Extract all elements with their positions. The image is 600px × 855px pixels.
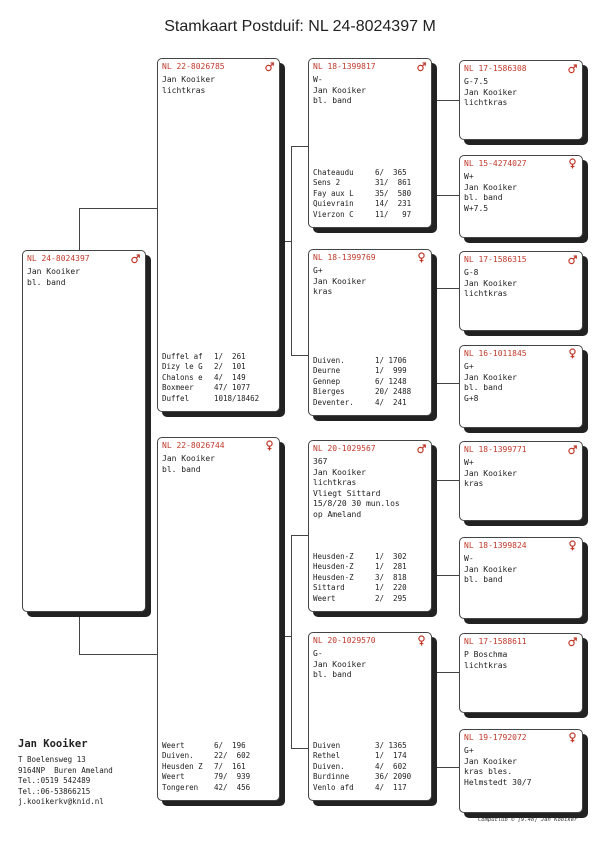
race-result-row bbox=[313, 594, 427, 605]
race-placing: 4/ 117 bbox=[375, 782, 407, 792]
race-placing: 1/ 281 bbox=[375, 562, 407, 571]
connector bbox=[279, 636, 291, 637]
owner-phone: Tel.:0519 542489 bbox=[18, 776, 91, 785]
card-line: bl. band bbox=[313, 96, 352, 105]
card-line: W+7.5 bbox=[464, 203, 489, 213]
race-placing: 1/ 1706 bbox=[375, 355, 407, 365]
race-result-row bbox=[313, 562, 427, 573]
connector bbox=[431, 480, 460, 481]
race-location: Sens 2 bbox=[313, 178, 341, 187]
female-symbol-icon bbox=[568, 348, 577, 359]
pedigree-card-sire[interactable] bbox=[157, 58, 280, 412]
card-line: op Ameland bbox=[313, 509, 362, 519]
pedigree-card-dd-sire[interactable] bbox=[459, 633, 583, 713]
race-placing: 1/ 302 bbox=[375, 551, 407, 561]
race-location: Weert bbox=[162, 740, 185, 750]
race-result-row bbox=[162, 783, 275, 794]
card-line: Jan Kooiker bbox=[313, 659, 366, 669]
race-placing: 6/ 365 bbox=[375, 167, 407, 177]
card-line: Jan Kooiker bbox=[464, 564, 517, 574]
connector bbox=[431, 672, 460, 673]
race-result-row bbox=[162, 772, 275, 783]
ring-number-text: NL 18-1399817 bbox=[313, 62, 376, 71]
male-symbol-icon bbox=[417, 61, 426, 72]
race-result-row bbox=[313, 772, 427, 783]
pedigree-card-ds-sire[interactable] bbox=[459, 441, 583, 521]
race-placing: 6/ 1248 bbox=[375, 376, 407, 386]
race-result-row bbox=[313, 552, 427, 563]
race-placing: 7/ 161 bbox=[214, 761, 246, 771]
race-location: Fay aux L bbox=[313, 188, 354, 198]
race-placing: 47/ 1077 bbox=[214, 383, 251, 392]
ring-number-text: NL 20-1029570 bbox=[313, 636, 376, 645]
ring-number bbox=[464, 349, 577, 359]
card-line: W- bbox=[313, 75, 323, 84]
race-result-row bbox=[313, 398, 427, 409]
card-line: lichtkras bbox=[464, 98, 508, 107]
race-location: Venlo afd bbox=[313, 782, 354, 792]
card-line: bl. band bbox=[162, 464, 201, 474]
race-result-row bbox=[313, 199, 427, 210]
ring-number-text: NL 22-8026744 bbox=[162, 441, 225, 450]
race-result-row bbox=[313, 178, 427, 189]
ring-number bbox=[162, 62, 274, 72]
card-line: 15/8/20 30 mun.los bbox=[313, 499, 400, 508]
male-symbol-icon bbox=[131, 253, 140, 264]
ring-number bbox=[464, 733, 577, 743]
race-placing: 1/ 174 bbox=[375, 751, 407, 760]
race-location: Weert bbox=[162, 772, 185, 781]
race-placing: 1/ 999 bbox=[375, 366, 407, 375]
race-location: Heusden-Z bbox=[313, 562, 354, 571]
race-placing: 1/ 220 bbox=[375, 583, 407, 592]
race-result-row bbox=[313, 387, 427, 398]
race-results bbox=[313, 168, 427, 221]
race-results bbox=[313, 741, 427, 794]
race-location: Quievrain bbox=[313, 199, 354, 208]
card-line: Jan Kooiker bbox=[313, 467, 366, 477]
race-location: Duiven. bbox=[162, 751, 194, 760]
race-placing: 36/ 2090 bbox=[375, 772, 412, 781]
race-result-row bbox=[313, 356, 427, 367]
ring-number-text: NL 15-4274027 bbox=[464, 159, 527, 168]
race-placing: 4/ 149 bbox=[214, 372, 246, 382]
card-line: lichtkras bbox=[313, 478, 357, 487]
ring-number bbox=[313, 636, 426, 646]
race-location: Chateaudu bbox=[313, 167, 354, 177]
race-location: Heusden-Z bbox=[313, 551, 354, 561]
card-line: lichtkras bbox=[162, 85, 206, 95]
race-placing: 31/ 861 bbox=[375, 178, 412, 187]
race-placing: 42/ 456 bbox=[214, 782, 251, 792]
connector bbox=[431, 288, 460, 289]
connector bbox=[431, 100, 460, 101]
race-result-row bbox=[162, 762, 275, 773]
pedigree-card-ds-dam[interactable] bbox=[459, 537, 583, 619]
footer-credit: Compuclub © [9.48] Jan Kooiker bbox=[478, 817, 578, 823]
card-line: G-7.5 bbox=[464, 77, 489, 86]
card-line: bl. band bbox=[313, 670, 352, 679]
female-symbol-icon bbox=[568, 158, 577, 169]
card-line: G+ bbox=[464, 746, 474, 755]
ring-number bbox=[313, 62, 426, 72]
race-location: Boxmeer bbox=[162, 383, 194, 392]
male-symbol-icon bbox=[568, 254, 577, 265]
owner-block bbox=[18, 738, 113, 808]
ring-number bbox=[162, 441, 274, 451]
ring-number-text: NL 20-1029567 bbox=[313, 444, 376, 453]
race-location: Duiven. bbox=[313, 355, 345, 365]
male-symbol-icon bbox=[568, 444, 577, 455]
male-symbol-icon bbox=[568, 63, 577, 74]
card-line: Jan Kooiker bbox=[464, 278, 517, 288]
pedigree-card-sd-sire[interactable] bbox=[459, 251, 583, 331]
connector bbox=[431, 195, 460, 196]
card-line: Vliegt Sittard bbox=[313, 488, 381, 498]
connector bbox=[291, 146, 292, 356]
race-result-row bbox=[313, 783, 427, 794]
race-results bbox=[313, 552, 427, 605]
ring-number-text: NL 17-1586308 bbox=[464, 64, 527, 73]
pedigree-card-dd-dam[interactable] bbox=[459, 729, 583, 813]
race-result-row bbox=[313, 210, 427, 221]
pedigree-card-dam-dam[interactable] bbox=[308, 632, 432, 801]
ring-number-text: NL 18-1399824 bbox=[464, 541, 527, 550]
card-line: W+ bbox=[464, 172, 474, 181]
race-location: Duiven bbox=[313, 740, 341, 750]
card-line: Jan Kooiker bbox=[162, 454, 215, 463]
race-result-row bbox=[313, 583, 427, 594]
pedigree-card-sire-sire[interactable] bbox=[308, 58, 432, 228]
page-title: Stamkaart Postduif: NL 24-8024397 M bbox=[164, 18, 436, 35]
race-location: Bierges bbox=[313, 387, 345, 396]
ring-number bbox=[27, 254, 140, 264]
connector bbox=[79, 208, 159, 209]
race-placing: 14/ 231 bbox=[375, 199, 412, 208]
card-line: G- bbox=[313, 649, 323, 658]
race-placing: 4/ 602 bbox=[375, 761, 407, 771]
connector bbox=[431, 767, 460, 768]
race-placing: 3/ 818 bbox=[375, 572, 407, 582]
connector bbox=[79, 612, 80, 654]
card-line: lichtkras bbox=[464, 660, 508, 670]
race-location: Weert bbox=[313, 593, 336, 603]
ring-number bbox=[313, 253, 426, 263]
race-location: Deurne bbox=[313, 366, 341, 375]
race-result-row bbox=[313, 366, 427, 377]
female-symbol-icon bbox=[417, 252, 426, 263]
card-line: G+ bbox=[464, 362, 474, 371]
race-result-row bbox=[313, 168, 427, 179]
connector bbox=[431, 383, 460, 384]
race-location: Duiven. bbox=[313, 761, 345, 771]
owner-mobile: Tel.:06-53866215 bbox=[18, 786, 91, 796]
ring-number-text: NL 22-8026785 bbox=[162, 62, 225, 71]
race-location: Heusden Z bbox=[162, 761, 203, 771]
card-line: P Boschma bbox=[464, 650, 508, 659]
race-results bbox=[162, 741, 275, 794]
owner-address: T Boelensweg 13 bbox=[18, 755, 86, 764]
owner-email[interactable]: j.kooikerkv@knid.nl bbox=[18, 797, 104, 806]
race-result-row bbox=[162, 394, 275, 405]
male-symbol-icon bbox=[417, 443, 426, 454]
race-placing: 35/ 580 bbox=[375, 188, 412, 198]
pedigree-card-sire-dam[interactable] bbox=[308, 249, 432, 416]
ring-number bbox=[464, 159, 577, 169]
race-placing: 2/ 101 bbox=[214, 362, 246, 371]
race-placing: 79/ 939 bbox=[214, 772, 251, 781]
connector bbox=[79, 208, 80, 252]
race-location: Gennep bbox=[313, 376, 341, 386]
card-line: kras bbox=[313, 287, 333, 296]
card-line: kras bbox=[464, 479, 484, 488]
female-symbol-icon bbox=[265, 440, 274, 451]
race-results bbox=[313, 356, 427, 409]
ring-number bbox=[313, 444, 426, 454]
race-result-row bbox=[313, 751, 427, 762]
race-result-row bbox=[313, 573, 427, 584]
race-placing: 1018/18462 bbox=[214, 393, 260, 403]
race-results bbox=[162, 352, 275, 405]
race-location: Heusden-Z bbox=[313, 572, 354, 582]
pedigree-card-sd-dam[interactable] bbox=[459, 345, 583, 428]
card-line: Jan Kooiker bbox=[464, 372, 517, 382]
pedigree-card-dam[interactable] bbox=[157, 437, 280, 801]
connector bbox=[279, 241, 291, 242]
card-line: G+8 bbox=[464, 393, 479, 403]
race-result-row bbox=[313, 377, 427, 388]
ring-number-text: NL 17-1586315 bbox=[464, 255, 527, 264]
ring-number bbox=[464, 64, 577, 74]
card-line: bl. band bbox=[464, 575, 503, 584]
connector bbox=[79, 654, 159, 655]
card-line: G+ bbox=[313, 266, 323, 275]
card-line: Jan Kooiker bbox=[464, 182, 517, 192]
card-line: Jan Kooiker bbox=[464, 756, 517, 766]
card-line: bl. band bbox=[27, 277, 66, 287]
pedigree-card-subject[interactable] bbox=[22, 250, 146, 612]
female-symbol-icon bbox=[568, 732, 577, 743]
race-result-row bbox=[313, 189, 427, 200]
race-result-row bbox=[162, 741, 275, 752]
ring-number bbox=[464, 445, 577, 455]
race-location: Rethel bbox=[313, 751, 341, 760]
male-symbol-icon bbox=[265, 61, 274, 72]
card-line: lichtkras bbox=[464, 289, 508, 298]
card-line: W- bbox=[464, 554, 474, 563]
ring-number-text: NL 16-1011845 bbox=[464, 349, 527, 358]
pedigree-card-dam-sire[interactable] bbox=[308, 440, 432, 612]
card-line: Jan Kooiker bbox=[313, 85, 366, 95]
race-location: Sittard bbox=[313, 583, 345, 592]
male-symbol-icon bbox=[568, 636, 577, 647]
owner-city: 9164NP Buren Ameland bbox=[18, 765, 113, 775]
race-result-row bbox=[162, 383, 275, 394]
female-symbol-icon bbox=[417, 635, 426, 646]
race-placing: 1/ 261 bbox=[214, 351, 246, 361]
female-symbol-icon bbox=[568, 540, 577, 551]
race-location: Dizy le G bbox=[162, 362, 203, 371]
card-line: Jan Kooiker bbox=[27, 267, 80, 276]
race-result-row bbox=[313, 762, 427, 773]
ring-number-text: NL 24-8024397 bbox=[27, 254, 90, 263]
race-placing: 2/ 295 bbox=[375, 593, 407, 603]
race-placing: 11/ 97 bbox=[375, 209, 412, 219]
ring-number-text: NL 17-1588611 bbox=[464, 637, 527, 646]
race-placing: 22/ 602 bbox=[214, 751, 251, 760]
race-location: Duffel af bbox=[162, 351, 203, 361]
race-result-row bbox=[162, 352, 275, 363]
card-line: kras bles. bbox=[464, 767, 513, 776]
race-location: Vierzon C bbox=[313, 209, 354, 219]
race-location: Tongeren bbox=[162, 782, 199, 792]
race-location: Burdinne bbox=[313, 772, 350, 781]
card-line: bl. band bbox=[464, 383, 503, 392]
pedigree-card-ss-dam[interactable] bbox=[459, 155, 583, 238]
ring-number-text: NL 18-1399769 bbox=[313, 253, 376, 262]
race-placing: 4/ 241 bbox=[375, 397, 407, 407]
race-location: Duffel bbox=[162, 393, 190, 403]
card-line: Helmstedt 30/7 bbox=[464, 777, 532, 787]
race-location: Chalons e bbox=[162, 372, 203, 382]
owner-name: Jan Kooiker bbox=[18, 738, 88, 750]
pedigree-card-ss-sire[interactable] bbox=[459, 60, 583, 140]
ring-number bbox=[464, 541, 577, 551]
card-line: Jan Kooiker bbox=[313, 276, 366, 286]
card-line: 367 bbox=[313, 457, 328, 466]
ring-number bbox=[464, 255, 577, 265]
race-result-row bbox=[313, 741, 427, 752]
race-result-row bbox=[162, 751, 275, 762]
race-placing: 6/ 196 bbox=[214, 740, 246, 750]
race-result-row bbox=[162, 373, 275, 384]
card-line: Jan Kooiker bbox=[464, 468, 517, 478]
race-location: Deventer. bbox=[313, 397, 354, 407]
ring-number-text: NL 19-1792072 bbox=[464, 733, 527, 742]
card-line: Jan Kooiker bbox=[464, 87, 517, 97]
connector bbox=[291, 535, 292, 749]
race-placing: 20/ 2488 bbox=[375, 387, 412, 396]
card-line: bl. band bbox=[464, 193, 503, 202]
race-placing: 3/ 1365 bbox=[375, 740, 407, 750]
race-result-row bbox=[162, 362, 275, 373]
ring-number-text: NL 18-1399771 bbox=[464, 445, 527, 454]
ring-number bbox=[464, 637, 577, 647]
card-line: G-8 bbox=[464, 268, 479, 277]
card-line: W+ bbox=[464, 458, 474, 467]
connector bbox=[431, 575, 460, 576]
card-line: Jan Kooiker bbox=[162, 75, 215, 84]
